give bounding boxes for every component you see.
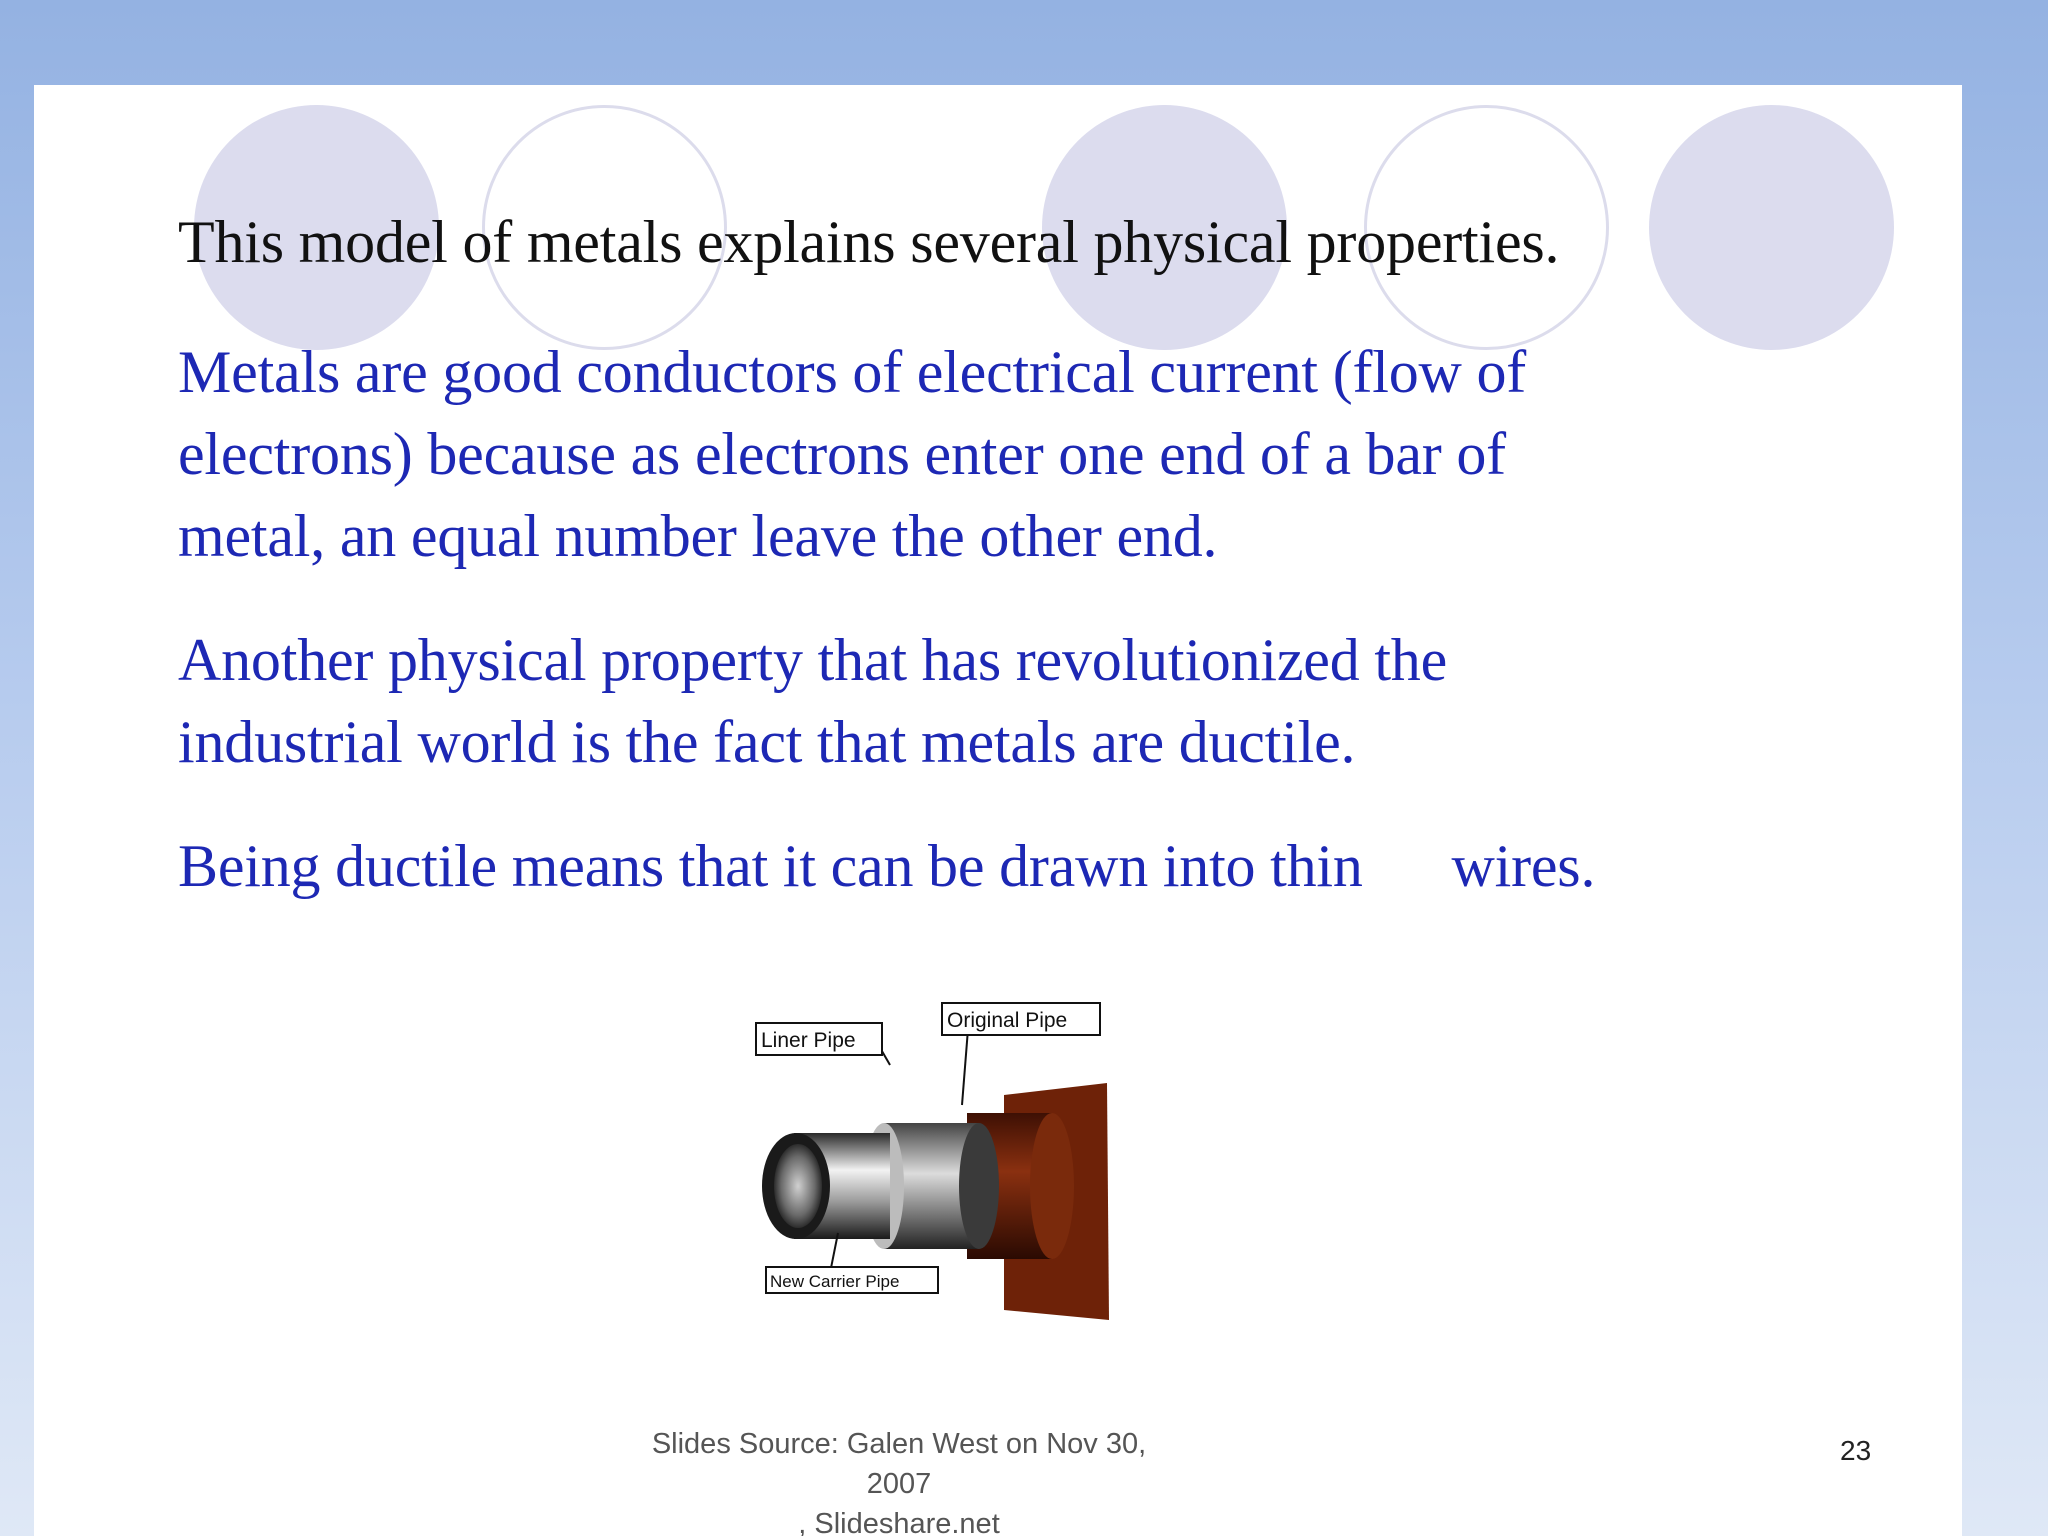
slide-page-number: 23 [1840, 1435, 1872, 1466]
paragraph-ductile: Another physical property that has revolutionized the industrial world is the fact that metals are ductile. [178, 627, 1448, 775]
decorative-circle [1649, 105, 1894, 350]
paragraph-wires: Being ductile means that it can be drawn into thin wires. [178, 833, 1596, 899]
slide [34, 85, 1962, 1536]
paragraph-conductors: Metals are good conductors of electrical current (flow of electrons) because as electrons enter one end of a bar of metal, an equal number leave the other end. [178, 339, 1527, 569]
slide-title: This model of metals explains several physical properties. [178, 209, 1560, 275]
pipe-liner-illustration [752, 995, 1122, 1335]
label-liner-pipe: Liner Pipe [761, 1029, 856, 1052]
source-credit-site: , Slideshare.net [798, 1508, 1000, 1536]
label-carrier-pipe: New Carrier Pipe [770, 1272, 900, 1291]
slide-source-credit [629, 1424, 1169, 1536]
label-original-pipe: Original Pipe [947, 1009, 1068, 1032]
source-credit-line: Slides Source: Galen West on Nov 30, 2007 [651, 1428, 1147, 1500]
